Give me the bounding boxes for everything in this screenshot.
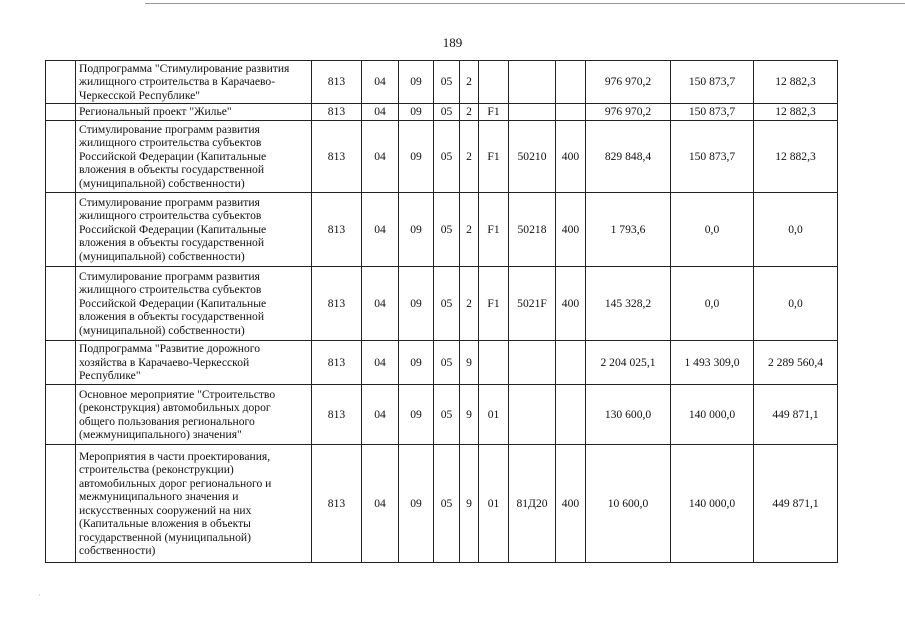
ministry-code-cell: 813 bbox=[312, 61, 362, 104]
program-code-cell: 05 bbox=[434, 61, 460, 104]
expense-type-cell bbox=[556, 104, 586, 121]
subprogram-code-cell: 9 bbox=[460, 445, 479, 563]
item-name-cell: Региональный проект "Жилье" bbox=[76, 104, 312, 121]
sum-year3-cell: 0,0 bbox=[754, 193, 838, 267]
subprogram-code-cell: 9 bbox=[460, 385, 479, 445]
sum-year3-cell: 12 882,3 bbox=[754, 121, 838, 193]
subprogram-code-cell: 2 bbox=[460, 61, 479, 104]
expense-code-cell bbox=[509, 61, 556, 104]
expense-type-cell bbox=[556, 385, 586, 445]
subsection-code-cell: 09 bbox=[399, 341, 434, 385]
sum-year1-cell: 2 204 025,1 bbox=[586, 341, 671, 385]
section-code-cell: 04 bbox=[362, 341, 399, 385]
sum-year3-cell: 2 289 560,4 bbox=[754, 341, 838, 385]
table-row bbox=[46, 385, 838, 445]
expense-type-cell: 400 bbox=[556, 193, 586, 267]
subprogram-code-cell: 2 bbox=[460, 193, 479, 267]
ministry-code-cell: 813 bbox=[312, 193, 362, 267]
program-code-cell: 05 bbox=[434, 121, 460, 193]
project-code-cell bbox=[479, 61, 509, 104]
expense-code-cell bbox=[509, 341, 556, 385]
item-name-cell: Подпрограмма "Стимулирование развития жилищного строительства в Карачаево-Черкесской Республике" bbox=[76, 61, 312, 104]
sum-year3-cell: 12 882,3 bbox=[754, 104, 838, 121]
project-code-cell: 01 bbox=[479, 445, 509, 563]
table-row bbox=[46, 121, 838, 193]
row-index-cell bbox=[46, 385, 76, 445]
section-code-cell: 04 bbox=[362, 267, 399, 341]
sum-year1-cell: 130 600,0 bbox=[586, 385, 671, 445]
sum-year2-cell: 1 493 309,0 bbox=[671, 341, 754, 385]
subprogram-code-cell: 2 bbox=[460, 267, 479, 341]
budget-table bbox=[45, 60, 838, 563]
row-index-cell bbox=[46, 104, 76, 121]
item-name-cell: Стимулирование программ развития жилищного строительства субъектов Российской Федерации (Капитальные вложения в объекты государственной (муниципальной) собственности) bbox=[76, 121, 312, 193]
ministry-code-cell: 813 bbox=[312, 267, 362, 341]
subsection-code-cell: 09 bbox=[399, 61, 434, 104]
row-index-cell bbox=[46, 121, 76, 193]
project-code-cell: F1 bbox=[479, 193, 509, 267]
item-name-cell: Основное мероприятие "Строительство (реконструкция) автомобильных дорог общего пользования регионального (межмуниципального) значения" bbox=[76, 385, 312, 445]
subprogram-code-cell: 2 bbox=[460, 121, 479, 193]
expense-code-cell: 81Д20 bbox=[509, 445, 556, 563]
subsection-code-cell: 09 bbox=[399, 445, 434, 563]
expense-code-cell: 50210 bbox=[509, 121, 556, 193]
sum-year2-cell: 0,0 bbox=[671, 193, 754, 267]
ministry-code-cell: 813 bbox=[312, 104, 362, 121]
ministry-code-cell: 813 bbox=[312, 445, 362, 563]
program-code-cell: 05 bbox=[434, 267, 460, 341]
subsection-code-cell: 09 bbox=[399, 121, 434, 193]
subsection-code-cell: 09 bbox=[399, 385, 434, 445]
ministry-code-cell: 813 bbox=[312, 341, 362, 385]
ministry-code-cell: 813 bbox=[312, 385, 362, 445]
expense-code-cell: 5021F bbox=[509, 267, 556, 341]
project-code-cell: 01 bbox=[479, 385, 509, 445]
item-name-cell: Стимулирование программ развития жилищного строительства субъектов Российской Федерации (Капитальные вложения в объекты государственной (муниципальной) собственности) bbox=[76, 267, 312, 341]
expense-type-cell: 400 bbox=[556, 267, 586, 341]
expense-type-cell bbox=[556, 341, 586, 385]
sum-year1-cell: 145 328,2 bbox=[586, 267, 671, 341]
item-name-cell: Стимулирование программ развития жилищного строительства субъектов Российской Федерации (Капитальные вложения в объекты государственной (муниципальной) собственности) bbox=[76, 193, 312, 267]
scan-artifact: · bbox=[38, 590, 41, 600]
subsection-code-cell: 09 bbox=[399, 193, 434, 267]
program-code-cell: 05 bbox=[434, 385, 460, 445]
sum-year2-cell: 0,0 bbox=[671, 267, 754, 341]
project-code-cell: F1 bbox=[479, 104, 509, 121]
sum-year3-cell: 449 871,1 bbox=[754, 445, 838, 563]
program-code-cell: 05 bbox=[434, 445, 460, 563]
expense-code-cell bbox=[509, 104, 556, 121]
sum-year3-cell: 449 871,1 bbox=[754, 385, 838, 445]
table-body bbox=[46, 61, 838, 563]
row-index-cell bbox=[46, 267, 76, 341]
subsection-code-cell: 09 bbox=[399, 267, 434, 341]
table-row bbox=[46, 445, 838, 563]
section-code-cell: 04 bbox=[362, 445, 399, 563]
table-row bbox=[46, 61, 838, 104]
expense-type-cell: 400 bbox=[556, 121, 586, 193]
item-name-cell: Мероприятия в части проектирования, строительства (реконструкции) автомобильных дорог регионального и межмуниципального значения и искусственных сооружений на них (Капитальные вложения в объекты государственной (муниципальной) собственности) bbox=[76, 445, 312, 563]
subprogram-code-cell: 2 bbox=[460, 104, 479, 121]
expense-code-cell bbox=[509, 385, 556, 445]
expense-type-cell: 400 bbox=[556, 445, 586, 563]
sum-year1-cell: 10 600,0 bbox=[586, 445, 671, 563]
table-row bbox=[46, 267, 838, 341]
sum-year2-cell: 140 000,0 bbox=[671, 385, 754, 445]
section-code-cell: 04 bbox=[362, 385, 399, 445]
row-index-cell bbox=[46, 445, 76, 563]
project-code-cell: F1 bbox=[479, 121, 509, 193]
sum-year1-cell: 1 793,6 bbox=[586, 193, 671, 267]
sum-year2-cell: 150 873,7 bbox=[671, 61, 754, 104]
sum-year2-cell: 140 000,0 bbox=[671, 445, 754, 563]
expense-type-cell bbox=[556, 61, 586, 104]
section-code-cell: 04 bbox=[362, 61, 399, 104]
project-code-cell bbox=[479, 341, 509, 385]
sum-year2-cell: 150 873,7 bbox=[671, 121, 754, 193]
expense-code-cell: 50218 bbox=[509, 193, 556, 267]
sum-year3-cell: 0,0 bbox=[754, 267, 838, 341]
top-rule bbox=[145, 3, 905, 4]
row-index-cell bbox=[46, 341, 76, 385]
table-row bbox=[46, 341, 838, 385]
sum-year2-cell: 150 873,7 bbox=[671, 104, 754, 121]
section-code-cell: 04 bbox=[362, 121, 399, 193]
section-code-cell: 04 bbox=[362, 193, 399, 267]
program-code-cell: 05 bbox=[434, 341, 460, 385]
row-index-cell bbox=[46, 193, 76, 267]
sum-year1-cell: 976 970,2 bbox=[586, 61, 671, 104]
project-code-cell: F1 bbox=[479, 267, 509, 341]
sum-year1-cell: 976 970,2 bbox=[586, 104, 671, 121]
program-code-cell: 05 bbox=[434, 104, 460, 121]
table-row bbox=[46, 193, 838, 267]
program-code-cell: 05 bbox=[434, 193, 460, 267]
sum-year1-cell: 829 848,4 bbox=[586, 121, 671, 193]
ministry-code-cell: 813 bbox=[312, 121, 362, 193]
subprogram-code-cell: 9 bbox=[460, 341, 479, 385]
table-row bbox=[46, 104, 838, 121]
item-name-cell: Подпрограмма "Развитие дорожного хозяйства в Карачаево-Черкесской Республике" bbox=[76, 341, 312, 385]
sum-year3-cell: 12 882,3 bbox=[754, 61, 838, 104]
section-code-cell: 04 bbox=[362, 104, 399, 121]
row-index-cell bbox=[46, 61, 76, 104]
subsection-code-cell: 09 bbox=[399, 104, 434, 121]
page-number: 189 bbox=[442, 35, 463, 50]
